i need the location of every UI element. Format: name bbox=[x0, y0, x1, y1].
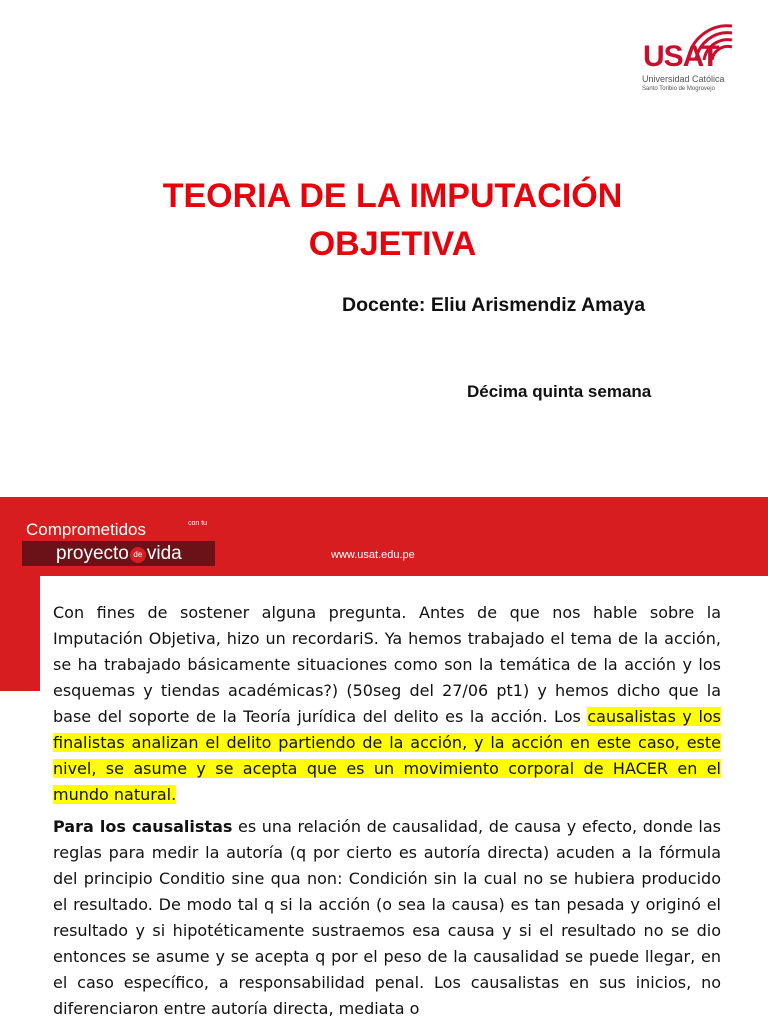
slide-title-line2: OBJETIVA bbox=[308, 225, 477, 263]
brand-proyecto: proyecto bbox=[56, 543, 129, 564]
red-side-bar bbox=[0, 576, 40, 691]
white-side-bar bbox=[0, 691, 40, 1024]
brand-con-tu: con tu bbox=[188, 520, 208, 527]
brand-badge bbox=[22, 520, 215, 566]
brand-de: de bbox=[130, 547, 146, 563]
paragraph-2-bold: Para los causalistas bbox=[53, 817, 233, 836]
highlighted-text: causalistas y los finalistas analizan el delito partiendo de la acción, y la acción en este caso, este nivel, se asume y se acepta que es un movimiento corporal de HACER en el mundo natural. bbox=[53, 707, 722, 804]
paragraph-1: Con fines de sostener alguna pregunta. Antes de que nos hable sobre la Imputación Objetiva, hizo un recordariS. Ya hemos trabajado el tema de la acción, se ha trabajado básicamente situaciones como son la temática de la acción y los esquemas y tiendas académicas?) (50seg del 27/06 pt1) y hemos dicho que la base del soporte de la Teoría jurídica del delito es la acción. Los causalistas y los finalistas analizan el delito partiendo de la acción, y la acción en este caso, este nivel, se asume y se acepta que es un movimiento corporal de HACER en el mundo natural. bbox=[53, 603, 722, 804]
slide-title-line1: TEORIA DE LA IMPUTACIÓN bbox=[162, 177, 623, 215]
logo-university-sub: Santo Toribio de Mogrovejo bbox=[642, 86, 715, 92]
paragraph-2: Para los causalistas es una relación de causalidad, de causa y efecto, donde las reglas para medir la autoría (q por cierto es autoría directa) acuden a la fórmula del principio Conditio sine qua non: Condición sin la cual no se hubiera producido el resultado. De modo tal q si la acción (o sea la causa) es tan pesada y originó el resultado y si hipotéticamente sustraemos esa causa y si el resultado no se dio entonces se asume y se acepta q por el peso de la causalidad se puede llegar, en el caso específico, a responsabilidad penal. Los causalistas en sus inicios, no diferenciaron entre autoría directa, mediata o bbox=[53, 817, 722, 1018]
brand-proyecto-de-vida bbox=[56, 542, 182, 565]
usat-logo bbox=[640, 20, 740, 100]
week-label: Décima quinta semana bbox=[467, 382, 652, 401]
teacher-name: Docente: Eliu Arismendiz Amaya bbox=[342, 294, 646, 316]
logo-wordmark: USAT bbox=[643, 40, 719, 73]
website-link[interactable]: www.usat.edu.pe bbox=[331, 549, 415, 561]
brand-vida: vida bbox=[146, 543, 182, 564]
slide-title bbox=[0, 172, 768, 268]
body-text bbox=[53, 600, 721, 1028]
logo-university: Universidad Católica bbox=[642, 74, 725, 84]
brand-comprometidos: Comprometidos bbox=[26, 520, 146, 539]
